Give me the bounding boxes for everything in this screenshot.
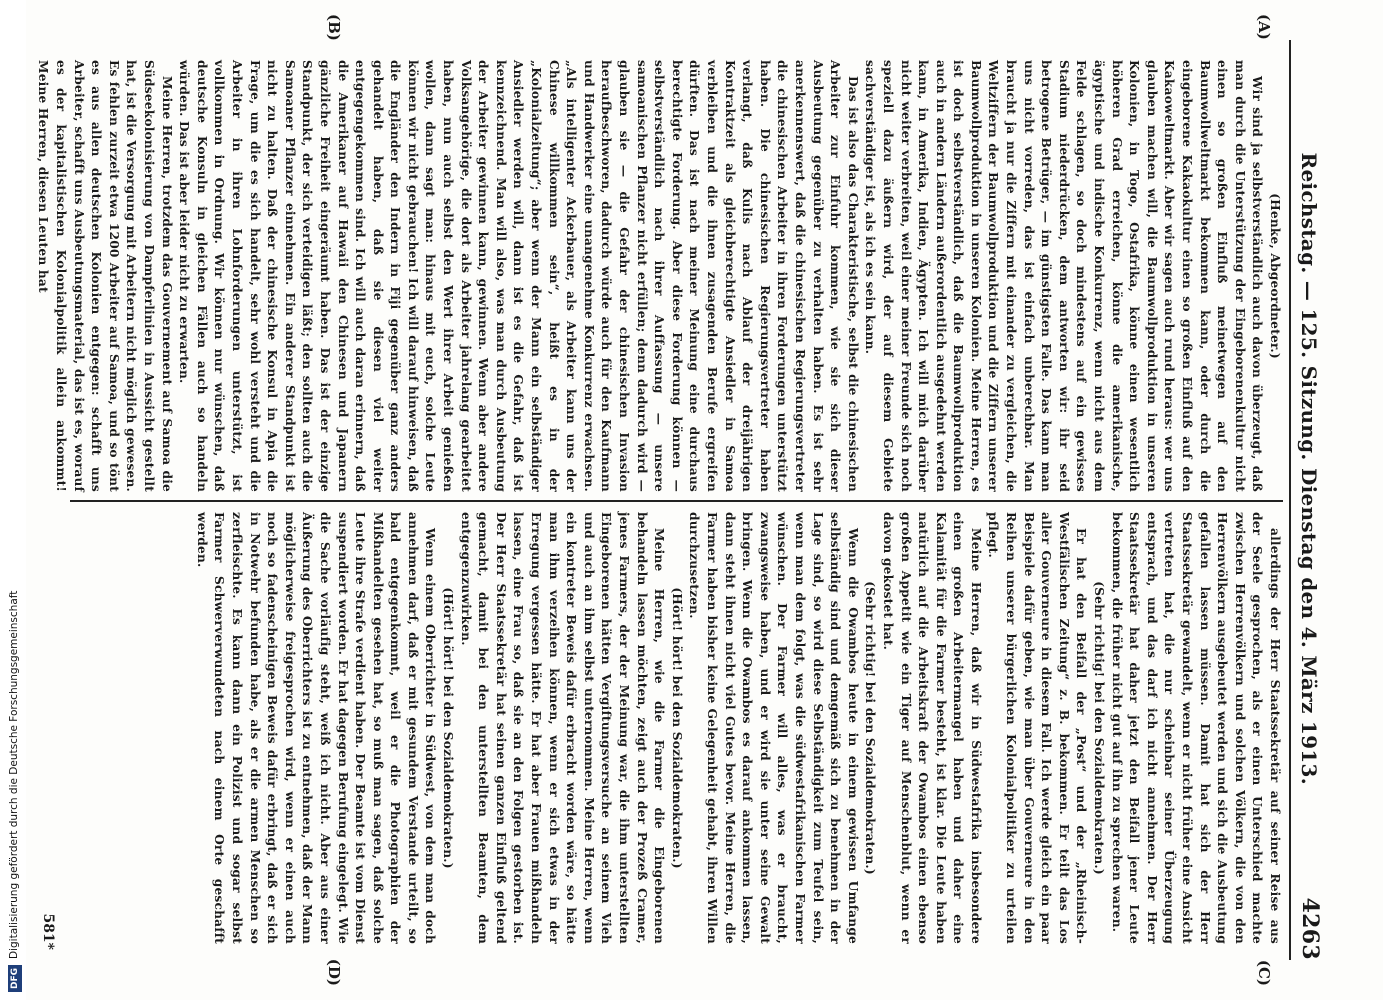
paragraph: Wir sind ja selbstverständlich auch davon überzeugt, daß man durch die Unterstützung der Eingeborenenkultur nicht einen so großen Einfluß meinetwegen auf den Baumwollweltmarkt bekommen kann, oder durch die eingeborene Kakaokultur einen so großen Einfluß auf den Kakaoweltmarkt. Aber wir sagen auch rund heraus: wer uns glauben machen will, die Baumwollproduktion in unseren Kolonien, in Togo, Ostafrika, könne einen wesentlich höheren Grad erreichen, könne die amerikanische, ägyptische und indische Konkurrenz, wenn nicht aus dem Felde schlagen, so doch mindestens auf ein gewisses Stadium niederdrücken, dem antworten wir: ihr seid betrogene Betrüger, — im günstigsten Falle. Das kann man uns nicht vorreden, das ist einfach unberechbar. Man braucht ja nur die Ziffern mit einander zu vergleichen, die Weltziffern der Baumwollproduktion und die Ziffern unserer Baumwollproduktion in unseren Kolonien. Meine Herren, es ist doch selbstverständlich, daß die Baumwollproduktion auch in andern Ländern außerordentlich ausgedehnt werden kann, in Amerika, Indien, Ägypten. Ich will mich darüber nicht weiter verbreiten, weil einer meiner Freunde sich noch speziell dazu äußern wird, der auf diesem Gebiete sachverständiger ist, als ich es sein kann.: [863, 60, 1265, 492]
interjection: (Sehr richtig! bei den Sozialdemokraten.): [863, 581, 878, 875]
paragraph: Meine Herren, wie die Farmer die Eingeborenen behandeln lassen möchten, zeigt auch der Prozeß Cramer, jenes Farmers, der der Meinung war, die ihm unterstellten Eingeborenen hätten Vergiftungsversuche an seinem Vieh und auch an ihm selbst unternommen. Meine Herren, wenn ein kontreter Beweis dafür erbracht worden wäre, so hätte man ihm verzeihen können, wenn er sich etwas in der Erregung vergessen hätte. Er hat aber Frauen mißhandeln lassen, eine Frau so, daß sie an den Folgen gestorben ist. Der Herr Staatssekretär hat seinen ganzen Einfluß geltend gemacht, damit bei den unterstellten Beamten, dem entgegenzuwirken.: [458, 512, 667, 944]
paragraph: Meine Herren, trotzdem das Gouvernement auf Samoa die Südseekolonisierung von Dampferlinien in Aussicht gestellt hat, ist die Versorgung mit Arbeitern nicht möglich gewesen. Es fehlen zurzeit etwa 1200 Arbeiter auf Samoa, und so tönt es aus allen deutschen Kolonien entgegen: schafft uns Arbeiter, schafft uns Ausbeutungsmaterial, das ist es, worauf es der kapitalistischen Kolonialpolitik allein ankommt! Meine Herren, diesen Leuten hat: [36, 60, 174, 492]
side-credit: [4, 0, 24, 1000]
page-header: [1297, 40, 1331, 960]
paragraph: Wenn einem Oberrichter in Südwest, von dem man doch annehmen darf, daß er mit gesundem Verstande urteilt, so bald entgegenkommt, weil er die Photographien der Mißhandelten gesehen hat, so muß man sagen, daß solche Leute ihre Strafe verdient haben. Der Beamte ist vom Dienst suspendiert worden. Er hat dagegen Berufung eingelegt. Wie die Sache vorläufig steht, weiß ich nicht. Aber aus einer Äußerung des Oberrichters ist zu entnehmen, daß der Mann möglicherweise freigesprochen wird, wenn er einen auch noch so fadenscheinigen Beweis dafür erbringt, daß er sich in Notwehr befunden habe, als er die armen Menschen so zerfleischte. Es kann dann ein Polizist und sogar selbst Farmer Schwerverwundeten nach einem Orte geschafft werden.: [194, 512, 438, 944]
paragraph: Meine Herren, daß wir in Südwestafrika insbesondere einen großen Arbeitermangel haben und daher eine Kalamität für die Farmer besteht, ist klar. Die Leute haben natürlich auf die Arbeitskraft der Owambos einen ebenso großen Appetit wie ein Tiger auf Menschenblut, wenn er davon gekostet hat.: [880, 512, 983, 944]
margin-letter-a: (A): [1255, 14, 1273, 40]
margin-letter-b: (B): [325, 14, 343, 41]
margin-letter-d: (D): [325, 958, 343, 986]
interjection: (Hört! hört! bei den Sozialdemokraten.): [669, 587, 684, 869]
text-column-left: [36, 60, 1283, 492]
paragraph: Wenn die Owambos heute in einem gewissen Umfange selbständig sind und demgemäß sich zu benehmen in der Lage sind, so wird diese Selbständigkeit zum Teufel sein, wenn man dem folgt, was die südwestafrikanischen Farmer wünschen. Der Farmer will alles, was er braucht, zwangsweise haben, und er wird sie unter seine Gewalt bringen. Wenn die Owambos es darauf ankommen lassen, dann steht ihnen nicht viel Gutes bevor. Meine Herren, die Farmer haben bisher keine Gelegenheit gehabt, ihren Willen durchzusetzen.: [687, 512, 860, 944]
sheet-number: 581*: [40, 913, 56, 950]
paragraph: allerdings der Herr Staatssekretär auf seiner Reise aus der Seele gesprochen, als er einen Unterschied machte zwischen Herrenvölkern und solchen Völkern, die von den Herrenvölkern ausgebeutet werden und sich die Ausbeutung gefallen lassen müssen. Damit hat sich der Herr Staatssekretär gewandelt, wenn er nicht früher eine Ansicht vertreten hat, die nur scheinbar seiner Überzeugung entsprach, und das darf ich nicht annehmen. Der Herr Staatssekretär hat daher jetzt den Beifall jener Leute bekommen, die früher nicht gut auf ihn zu sprechen waren.: [1109, 512, 1282, 944]
margin-letter-c: (C): [1255, 959, 1273, 986]
header-rule: [1289, 40, 1291, 960]
running-title: Reichstag. — 125. Sitzung. Dienstag den 4. März 1913.: [1297, 152, 1321, 785]
paragraph: Das ist also das Charakteristische, selbst die chinesischen Arbeiter zur Einfuhr kommen, wie sie sich dieser Ausbeutung gegenüber zu verhalten haben. Es ist sehr anerkennenswert, daß die chinesischen Regierungsvertreter die chinesischen Arbeiter in ihren Forderungen unterstützt haben. Die chinesischen Regierungsvertreter haben verlangt, daß Kulis nach Ablauf der dreijährigen Kontraktzeit als gleichberechtigte Ansiedler in Samoa verbleiben und die ihnen zusagenden Berufe ergreifen dürften. Das ist nach meiner Meinung eine durchaus berechtigte Forderung. Aber diese Forderung können — selbstverständlich nach ihrer Auffassung — unsere samoanischen Pflanzer nicht erfüllen; denn dadurch wird — glauben sie — die Gefahr der chinesischen Invasion heraufbeschworen, dadurch würde auch für den Kaufmann und Handwerker eine unangenehme Konkurrenz erwachsen. „Als intelligenter Ackerbauer, als Arbeiter kann uns der Chinese willkommen sein“, heißt es in der „Kolonialzeitung“; aber wenn der Mann ein selbständiger Ansiedler werden will, dann ist es die Gefahr, daß ist kennzeichnend. Man will also, was man durch Ausbeutung der Arbeiter gewinnen kann, gewinnen. Wenn aber andere Volksangehörige, die dort als Arbeiter jahrelang gearbeitet haben, nun auch selbst den Wert ihrer Arbeit genießen wollen, dann sagt man: hinaus mit euch, solche Leute können wir nicht gebrauchen! Ich will darauf hinweisen, daß die Engländer den Indern in Fiji gegenüber ganz anders gehandelt haben, daß sie diesen viel weiter entgegengekommen sind. Ich will auch daran erinnern, daß die Amerikaner auf Hawaii den Chinesen und Japanern gänzliche Freiheit eingeräumt haben. Das ist der einzige Standpunkt, der sich verteidigen läßt; den sollten auch die Samoaner Pflanzer einnehmen. Ein anderer Standpunkt ist nicht zu halten. Daß der chinesische Konsul in Apia die Frage, um die es sich handelt, sehr wohl versteht und die Arbeiter in ihren Lohnforderungen unterstützt, ist vollkommen in Ordnung. Wir können nur wünschen, daß deutsche Konsuln in gleichen Fällen auch so handeln würden. Das ist aber leider nicht zu erwarten.: [177, 60, 860, 492]
interjection: (Sehr richtig! bei den Sozialdemokraten.): [1092, 581, 1107, 875]
text-column-right: [70, 512, 1283, 944]
speaker-line: (Henke, Abgeordneter.): [1268, 193, 1282, 359]
column-divider: [70, 500, 1283, 502]
interjection: (Hört! hört! bei den Sozialdemokraten.): [441, 587, 456, 869]
side-credit-strip: [0, 0, 26, 1000]
side-credit-text: Digitalisierung gefördert durch die Deutsche Forschungsgemeinschaft: [8, 590, 20, 959]
paragraph: Er hat den Beifall der „Post“ und der „Rheinisch-Westfälischen Zeitung“ z. B. bekommen. Er teilt das Los aller Gouverneure in diesem Fall. Ich werde gleich ein paar Beispiele dafür geben, wie man über Gouverneure in den Reihen unserer bürgerlichen Kolonialpolitiker zu urteilen pflegt.: [986, 512, 1089, 944]
page-number: 4263: [1297, 897, 1323, 960]
dfg-logo-icon: DFG: [8, 965, 22, 992]
